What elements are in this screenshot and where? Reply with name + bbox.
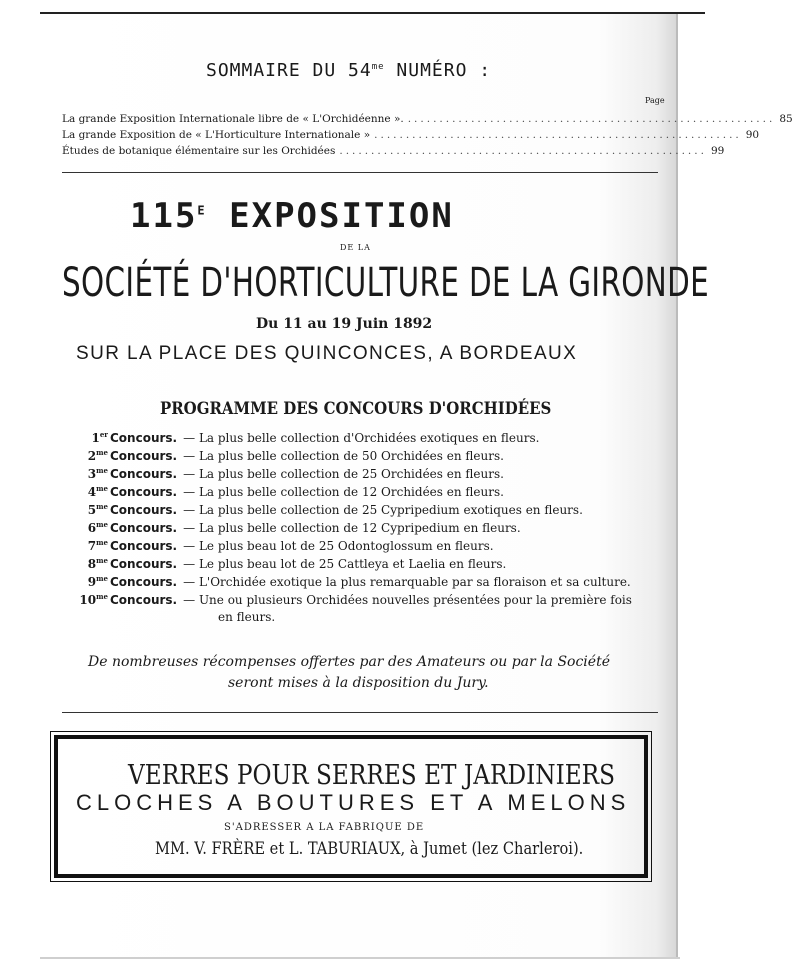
toc-entry-title: Études de botanique élémentaire sur les Orchidées <box>62 145 336 157</box>
contest-description: — L'Orchidée exotique la plus remarquable par sa floraison et sa culture. <box>183 575 631 589</box>
toc-leader-dots: .......................................................... <box>407 113 776 125</box>
contest-10-continuation: en fleurs. <box>218 610 276 624</box>
summary-title-pre: SOMMAIRE DU 54 <box>206 60 372 81</box>
toc-leader-dots: .......................................................... <box>374 129 742 141</box>
contest-label: Concours. <box>110 485 178 499</box>
contest-number-sup: me <box>96 556 108 565</box>
contest-description: — La plus belle collection d'Orchidées exotiques en fleurs. <box>183 431 540 445</box>
exposition-number-sup: E <box>197 203 207 218</box>
contest-number <box>62 592 108 607</box>
contest-number-sup: me <box>96 502 108 511</box>
page-bottom-edge <box>40 957 680 959</box>
contest-description: — La plus belle collection de 12 Cypripedium en fleurs. <box>183 521 521 535</box>
contest-label: Concours. <box>110 557 178 571</box>
contest-number-value: 1 <box>91 431 100 445</box>
contest-number-value: 8 <box>87 557 97 571</box>
toc-entry-page: 90 <box>745 129 760 141</box>
contest-number <box>62 520 108 535</box>
closing-line-2: seront mises à la disposition du Jury. <box>228 675 489 691</box>
contest-number-sup: me <box>96 484 108 493</box>
contest-row <box>62 538 494 553</box>
contest-row <box>62 466 504 481</box>
toc-entry <box>62 129 760 141</box>
exposition-word: EXPOSITION <box>229 196 454 236</box>
contest-number-sup: er <box>99 430 108 439</box>
contest-number <box>62 502 108 517</box>
toc-entry <box>62 145 725 157</box>
contest-label: Concours. <box>110 503 178 517</box>
contest-label: Concours. <box>110 575 178 589</box>
toc-entry-title: La grande Exposition de « L'Horticulture Internationale » <box>62 129 371 141</box>
closing-line-1: De nombreuses récompenses offertes par des Amateurs ou par la Société <box>88 654 610 670</box>
advertisement-headline: VERRES POUR SERRES ET JARDINIERS <box>128 760 616 791</box>
contest-description: — Le plus beau lot de 25 Cattleya et Laelia en fleurs. <box>183 557 507 571</box>
contest-number-value: 5 <box>87 503 97 517</box>
contest-number-sup: me <box>96 538 108 547</box>
contest-number-value: 6 <box>87 521 97 535</box>
contest-label: Concours. <box>110 521 178 535</box>
contest-row <box>62 592 632 607</box>
contest-number-value: 7 <box>87 539 97 553</box>
announcement-divider <box>62 712 658 713</box>
contest-number-value: 3 <box>87 467 97 481</box>
contest-label: Concours. <box>110 431 178 445</box>
summary-title-post: NUMÉRO : <box>384 60 492 81</box>
exposition-title <box>130 196 454 236</box>
contest-number <box>62 574 108 589</box>
contest-row <box>62 520 521 535</box>
contest-number <box>62 538 108 553</box>
contest-description: — La plus belle collection de 12 Orchidées en fleurs. <box>183 485 504 499</box>
contest-number <box>62 556 108 571</box>
toc-entry <box>62 113 793 125</box>
summary-divider <box>62 172 658 173</box>
contest-number <box>62 430 108 445</box>
toc-entry-page: 85 <box>779 113 793 125</box>
contest-description: — Une ou plusieurs Orchidées nouvelles présentées pour la première fois <box>183 593 632 607</box>
contest-label: Concours. <box>110 449 178 463</box>
summary-title-sup: me <box>371 62 385 72</box>
contest-description: — La plus belle collection de 25 Orchidées en fleurs. <box>183 467 504 481</box>
contest-number-sup: me <box>96 520 108 529</box>
society-name: SOCIÉTÉ D'HORTICULTURE DE LA GIRONDE <box>62 260 710 306</box>
toc-leader-dots: .......................................................... <box>339 145 707 157</box>
contest-row <box>62 556 506 571</box>
contest-label: Concours. <box>110 467 178 481</box>
contest-number-sup: me <box>96 574 108 583</box>
advertisement-company: MM. V. FRÈRE et L. TABURIAUX, à Jumet (lez Charleroi). <box>155 839 584 859</box>
contest-description: — La plus belle collection de 25 Cypripedium exotiques en fleurs. <box>183 503 583 517</box>
contest-number-value: 10 <box>79 593 97 607</box>
summary-title <box>206 60 491 81</box>
contest-number-value: 4 <box>87 485 97 499</box>
contest-label: Concours. <box>110 539 178 553</box>
contest-description: — La plus belle collection de 50 Orchidées en fleurs. <box>183 449 504 463</box>
contest-number <box>62 466 108 481</box>
contest-row <box>62 484 504 499</box>
contest-description: — Le plus beau lot de 25 Odontoglossum en fleurs. <box>183 539 494 553</box>
contest-number-sup: me <box>96 592 108 601</box>
exposition-place: SUR LA PLACE DES QUINCONCES, A BORDEAUX <box>76 343 578 364</box>
programme-title: PROGRAMME DES CONCOURS D'ORCHIDÉES <box>160 399 552 419</box>
toc-entry-title: La grande Exposition Internationale libre de « L'Orchidéenne ». <box>62 113 404 125</box>
contest-row <box>62 448 504 463</box>
exposition-dates: Du 11 au 19 Juin 1892 <box>256 316 433 332</box>
contest-number-sup: me <box>96 448 108 457</box>
exposition-number: 115 <box>130 196 198 236</box>
contest-number-value: 9 <box>87 575 97 589</box>
contest-number-value: 2 <box>87 449 97 463</box>
contest-number <box>62 448 108 463</box>
advertisement-subheadline: CLOCHES A BOUTURES ET A MELONS <box>76 790 631 815</box>
contest-number-sup: me <box>96 466 108 475</box>
contest-row <box>62 574 631 589</box>
contest-row <box>62 502 583 517</box>
contest-row <box>62 430 539 445</box>
contest-label: Concours. <box>110 593 178 607</box>
toc-entry-page: 99 <box>710 145 725 157</box>
advertisement-contact-label: S'ADRESSER A LA FABRIQUE DE <box>224 822 425 833</box>
de-la-label: DE LA <box>340 243 371 252</box>
contest-number <box>62 484 108 499</box>
page-column-label: Page <box>645 96 665 105</box>
